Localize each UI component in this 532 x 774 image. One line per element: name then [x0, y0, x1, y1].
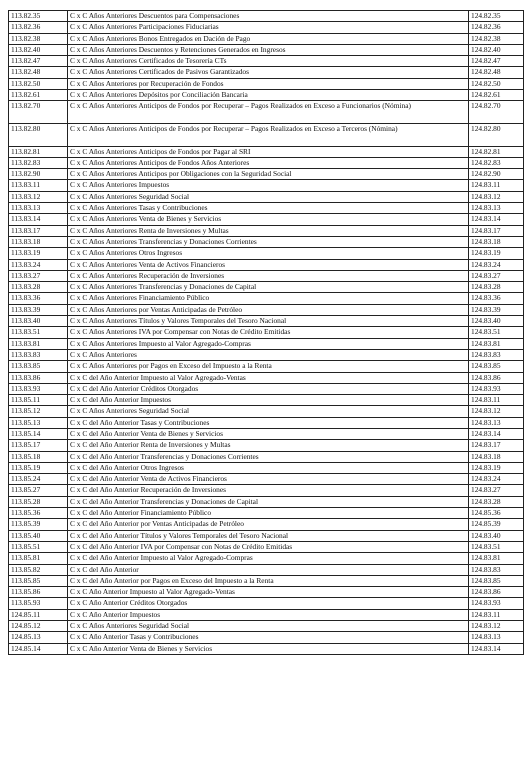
account-description: C x C del Año Anterior Tasas y Contribuciones [68, 417, 469, 428]
table-row [9, 304, 524, 315]
account-description: C x C Años Anteriores Anticipos por Obligaciones con la Seguridad Social [68, 169, 469, 180]
account-description: C x C Años Anteriores Anticipos de Fondos por Recuperar – Pagos Realizados en Exceso a Funcionarios (Nómina) [68, 101, 469, 124]
account-description: C x C Años Anteriores Recuperación de Inversiones [68, 270, 469, 281]
account-description: C x C Años Anteriores Anticipos de Fondos por Pagar al SRI [68, 146, 469, 157]
account-code: 113.82.61 [9, 90, 68, 101]
related-account-code: 124.83.17 [469, 440, 524, 451]
account-code: 113.82.36 [9, 22, 68, 33]
account-code: 113.82.70 [9, 101, 68, 124]
account-code: 113.83.81 [9, 338, 68, 349]
table-row [9, 406, 524, 417]
related-account-code: 124.83.28 [469, 496, 524, 507]
table-row [9, 451, 524, 462]
account-description: C x C Años Anteriores por Recuperación de Fondos [68, 78, 469, 89]
account-code: 113.85.13 [9, 417, 68, 428]
table-row [9, 203, 524, 214]
table-row [9, 191, 524, 202]
table-row [9, 496, 524, 507]
account-description: C x C Años Anteriores por Pagos en Exceso del Impuesto a la Renta [68, 361, 469, 372]
account-code: 113.85.27 [9, 485, 68, 496]
account-code: 113.82.38 [9, 33, 68, 44]
related-account-code: 124.83.19 [469, 248, 524, 259]
account-description: C x C Año Anterior Impuesto al Valor Agregado-Ventas [68, 587, 469, 598]
related-account-code: 124.83.13 [469, 632, 524, 643]
account-code: 113.82.50 [9, 78, 68, 89]
account-description: C x C del Año Anterior Impuesto al Valor Agregado-Compras [68, 553, 469, 564]
account-description: C x C Años Anteriores Transferencias y Donaciones Corrientes [68, 236, 469, 247]
account-code: 113.83.51 [9, 327, 68, 338]
table-row [9, 519, 524, 530]
account-code: 113.85.51 [9, 541, 68, 552]
related-account-code: 124.83.14 [469, 428, 524, 439]
related-account-code: 124.82.90 [469, 169, 524, 180]
table-row [9, 146, 524, 157]
account-code: 113.83.83 [9, 349, 68, 360]
account-description: C x C del Año Anterior Recuperación de Inversiones [68, 485, 469, 496]
table-row [9, 101, 524, 124]
account-description: C x C del Año Anterior Transferencias y Donaciones Corrientes [68, 451, 469, 462]
table-row [9, 180, 524, 191]
related-account-code: 124.83.18 [469, 451, 524, 462]
account-code: 113.83.19 [9, 248, 68, 259]
account-code: 113.82.48 [9, 67, 68, 78]
related-account-code: 124.83.12 [469, 621, 524, 632]
account-code: 113.85.19 [9, 462, 68, 473]
account-table [8, 10, 524, 655]
related-account-code: 124.83.40 [469, 530, 524, 541]
account-code: 113.83.11 [9, 180, 68, 191]
table-row [9, 372, 524, 383]
account-code: 113.83.40 [9, 316, 68, 327]
table-row [9, 90, 524, 101]
account-description: C x C Años Anteriores [68, 349, 469, 360]
account-code: 124.85.11 [9, 609, 68, 620]
account-code: 113.83.36 [9, 293, 68, 304]
account-code: 113.85.24 [9, 474, 68, 485]
account-description: C x C Años Anteriores Financiamiento Público [68, 293, 469, 304]
related-account-code: 124.83.24 [469, 259, 524, 270]
account-code: 113.83.93 [9, 383, 68, 394]
account-description: C x C del Año Anterior IVA por Compensar con Notas de Crédito Emitidas [68, 541, 469, 552]
account-code: 113.85.28 [9, 496, 68, 507]
table-row [9, 316, 524, 327]
related-account-code: 124.83.83 [469, 564, 524, 575]
table-row [9, 428, 524, 439]
table-row [9, 508, 524, 519]
account-code: 113.82.83 [9, 157, 68, 168]
account-code: 113.85.39 [9, 519, 68, 530]
related-account-code: 124.83.85 [469, 575, 524, 586]
related-account-code: 124.83.27 [469, 485, 524, 496]
table-row [9, 643, 524, 654]
account-description: C x C Años Anteriores Descuentos y Retenciones Generados en Ingresos [68, 44, 469, 55]
related-account-code: 124.83.13 [469, 203, 524, 214]
table-row [9, 22, 524, 33]
account-description: C x C Años Anteriores Impuesto al Valor Agregado-Compras [68, 338, 469, 349]
table-row [9, 225, 524, 236]
related-account-code: 124.83.28 [469, 282, 524, 293]
related-account-code: 124.82.50 [469, 78, 524, 89]
account-code: 113.83.39 [9, 304, 68, 315]
related-account-code: 124.82.48 [469, 67, 524, 78]
table-row [9, 440, 524, 451]
table-row [9, 248, 524, 259]
account-code: 124.85.13 [9, 632, 68, 643]
account-table-body [9, 11, 524, 655]
table-row [9, 169, 524, 180]
related-account-code: 124.82.35 [469, 11, 524, 22]
related-account-code: 124.83.36 [469, 293, 524, 304]
account-description: C x C del Año Anterior Financiamiento Público [68, 508, 469, 519]
table-row [9, 417, 524, 428]
account-code: 113.85.40 [9, 530, 68, 541]
related-account-code: 124.83.40 [469, 316, 524, 327]
account-code: 113.85.82 [9, 564, 68, 575]
account-description: C x C Años Anteriores Anticipos de Fondos Años Anteriores [68, 157, 469, 168]
table-row [9, 270, 524, 281]
account-code: 113.83.17 [9, 225, 68, 236]
related-account-code: 124.82.40 [469, 44, 524, 55]
table-row [9, 383, 524, 394]
related-account-code: 124.83.11 [469, 609, 524, 620]
account-description: C x C Años Anteriores Seguridad Social [68, 406, 469, 417]
related-account-code: 124.83.13 [469, 417, 524, 428]
table-row [9, 67, 524, 78]
related-account-code: 124.83.12 [469, 406, 524, 417]
related-account-code: 124.83.86 [469, 372, 524, 383]
table-row [9, 33, 524, 44]
table-row [9, 123, 524, 146]
table-row [9, 587, 524, 598]
related-account-code: 124.83.11 [469, 180, 524, 191]
account-code: 113.82.40 [9, 44, 68, 55]
table-row [9, 259, 524, 270]
table-row [9, 157, 524, 168]
related-account-code: 124.83.86 [469, 587, 524, 598]
account-code: 113.85.17 [9, 440, 68, 451]
table-row [9, 395, 524, 406]
account-code: 113.85.86 [9, 587, 68, 598]
related-account-code: 124.83.27 [469, 270, 524, 281]
table-row [9, 575, 524, 586]
account-description: C x C Años Anteriores Bonos Entregados en Dación de Pago [68, 33, 469, 44]
account-description: C x C Años Anteriores Seguridad Social [68, 621, 469, 632]
account-description: C x C Años Anteriores por Ventas Anticipadas de Petróleo [68, 304, 469, 315]
related-account-code: 124.83.83 [469, 349, 524, 360]
related-account-code: 124.83.93 [469, 598, 524, 609]
related-account-code: 124.83.81 [469, 338, 524, 349]
account-description: C x C del Año Anterior Impuestos [68, 395, 469, 406]
table-row [9, 361, 524, 372]
account-description: C x C del Año Anterior [68, 564, 469, 575]
related-account-code: 124.82.36 [469, 22, 524, 33]
table-row [9, 293, 524, 304]
account-code: 113.85.14 [9, 428, 68, 439]
table-row [9, 282, 524, 293]
account-description: C x C del Año Anterior por Pagos en Exceso del Impuesto a la Renta [68, 575, 469, 586]
account-code: 113.83.13 [9, 203, 68, 214]
account-code: 113.83.28 [9, 282, 68, 293]
account-description: C x C Años Anteriores Tasas y Contribuciones [68, 203, 469, 214]
table-row [9, 214, 524, 225]
related-account-code: 124.82.38 [469, 33, 524, 44]
account-code: 113.85.36 [9, 508, 68, 519]
account-code: 113.85.81 [9, 553, 68, 564]
account-description: C x C Años Anteriores Otros Ingresos [68, 248, 469, 259]
related-account-code: 124.83.14 [469, 643, 524, 654]
table-row [9, 485, 524, 496]
account-description: C x C Año Anterior Impuestos [68, 609, 469, 620]
account-description: C x C Año Anterior Venta de Bienes y Servicios [68, 643, 469, 654]
related-account-code: 124.82.61 [469, 90, 524, 101]
account-description: C x C Año Anterior Créditos Otorgados [68, 598, 469, 609]
table-row [9, 236, 524, 247]
account-description: C x C Años Anteriores Anticipos de Fondos por Recuperar – Pagos Realizados en Exceso a Terceros (Nómina) [68, 123, 469, 146]
related-account-code: 124.82.81 [469, 146, 524, 157]
table-row [9, 44, 524, 55]
account-description: C x C Años Anteriores Certificados de Pasivos Garantizados [68, 67, 469, 78]
account-description: C x C del Año Anterior Títulos y Valores Temporales del Tesoro Nacional [68, 530, 469, 541]
related-account-code: 124.82.80 [469, 123, 524, 146]
account-code: 113.82.81 [9, 146, 68, 157]
account-description: C x C del Año Anterior Renta de Inversiones y Multas [68, 440, 469, 451]
account-code: 124.85.12 [9, 621, 68, 632]
account-description: C x C Años Anteriores Depósitos por Conciliación Bancaria [68, 90, 469, 101]
related-account-code: 124.82.70 [469, 101, 524, 124]
related-account-code: 124.85.36 [469, 508, 524, 519]
related-account-code: 124.83.14 [469, 214, 524, 225]
account-description: C x C del Año Anterior Transferencias y Donaciones de Capital [68, 496, 469, 507]
account-description: C x C Años Anteriores Descuentos para Compensaciones [68, 11, 469, 22]
account-description: C x C del Año Anterior Venta de Activos Financieros [68, 474, 469, 485]
account-description: C x C del Año Anterior Venta de Bienes y Servicios [68, 428, 469, 439]
account-code: 113.85.12 [9, 406, 68, 417]
account-description: C x C Años Anteriores Transferencias y Donaciones de Capital [68, 282, 469, 293]
table-row [9, 541, 524, 552]
table-row [9, 474, 524, 485]
table-row [9, 632, 524, 643]
table-row [9, 462, 524, 473]
account-code: 113.83.14 [9, 214, 68, 225]
account-description: C x C del Año Anterior Impuesto al Valor Agregado-Ventas [68, 372, 469, 383]
related-account-code: 124.83.11 [469, 395, 524, 406]
related-account-code: 124.83.39 [469, 304, 524, 315]
account-code: 113.83.18 [9, 236, 68, 247]
table-row [9, 11, 524, 22]
related-account-code: 124.83.17 [469, 225, 524, 236]
account-code: 113.82.35 [9, 11, 68, 22]
table-row [9, 56, 524, 67]
account-description: C x C Años Anteriores IVA por Compensar con Notas de Crédito Emitidas [68, 327, 469, 338]
related-account-code: 124.83.19 [469, 462, 524, 473]
account-description: C x C Años Anteriores Certificados de Tesorería CTs [68, 56, 469, 67]
related-account-code: 124.85.39 [469, 519, 524, 530]
account-description: C x C del Año Anterior por Ventas Anticipadas de Petróleo [68, 519, 469, 530]
account-code: 113.82.90 [9, 169, 68, 180]
account-code: 113.83.86 [9, 372, 68, 383]
account-code: 124.85.14 [9, 643, 68, 654]
account-description: C x C Años Anteriores Venta de Activos Financieros [68, 259, 469, 270]
account-code: 113.83.12 [9, 191, 68, 202]
table-row [9, 327, 524, 338]
account-code: 113.83.24 [9, 259, 68, 270]
table-row [9, 598, 524, 609]
account-description: C x C del Año Anterior Créditos Otorgados [68, 383, 469, 394]
table-row [9, 564, 524, 575]
related-account-code: 124.83.12 [469, 191, 524, 202]
account-description: C x C Años Anteriores Venta de Bienes y Servicios [68, 214, 469, 225]
table-row [9, 78, 524, 89]
table-row [9, 349, 524, 360]
account-code: 113.85.85 [9, 575, 68, 586]
related-account-code: 124.83.85 [469, 361, 524, 372]
related-account-code: 124.83.93 [469, 383, 524, 394]
related-account-code: 124.83.51 [469, 327, 524, 338]
account-code: 113.82.80 [9, 123, 68, 146]
related-account-code: 124.83.81 [469, 553, 524, 564]
related-account-code: 124.82.83 [469, 157, 524, 168]
account-code: 113.85.18 [9, 451, 68, 462]
account-code: 113.83.85 [9, 361, 68, 372]
table-row [9, 621, 524, 632]
related-account-code: 124.83.24 [469, 474, 524, 485]
table-row [9, 338, 524, 349]
table-row [9, 553, 524, 564]
account-description: C x C Años Anteriores Títulos y Valores Temporales del Tesoro Nacional [68, 316, 469, 327]
account-description: C x C Años Anteriores Impuestos [68, 180, 469, 191]
account-description: C x C del Año Anterior Otros Ingresos [68, 462, 469, 473]
related-account-code: 124.83.51 [469, 541, 524, 552]
account-code: 113.82.47 [9, 56, 68, 67]
account-description: C x C Año Anterior Tasas y Contribuciones [68, 632, 469, 643]
table-row [9, 530, 524, 541]
account-description: C x C Años Anteriores Renta de Inversiones y Multas [68, 225, 469, 236]
account-code: 113.85.93 [9, 598, 68, 609]
table-row [9, 609, 524, 620]
related-account-code: 124.82.47 [469, 56, 524, 67]
account-code: 113.85.11 [9, 395, 68, 406]
account-description: C x C Años Anteriores Seguridad Social [68, 191, 469, 202]
related-account-code: 124.83.18 [469, 236, 524, 247]
account-description: C x C Años Anteriores Participaciones Fiduciarias [68, 22, 469, 33]
account-code: 113.83.27 [9, 270, 68, 281]
